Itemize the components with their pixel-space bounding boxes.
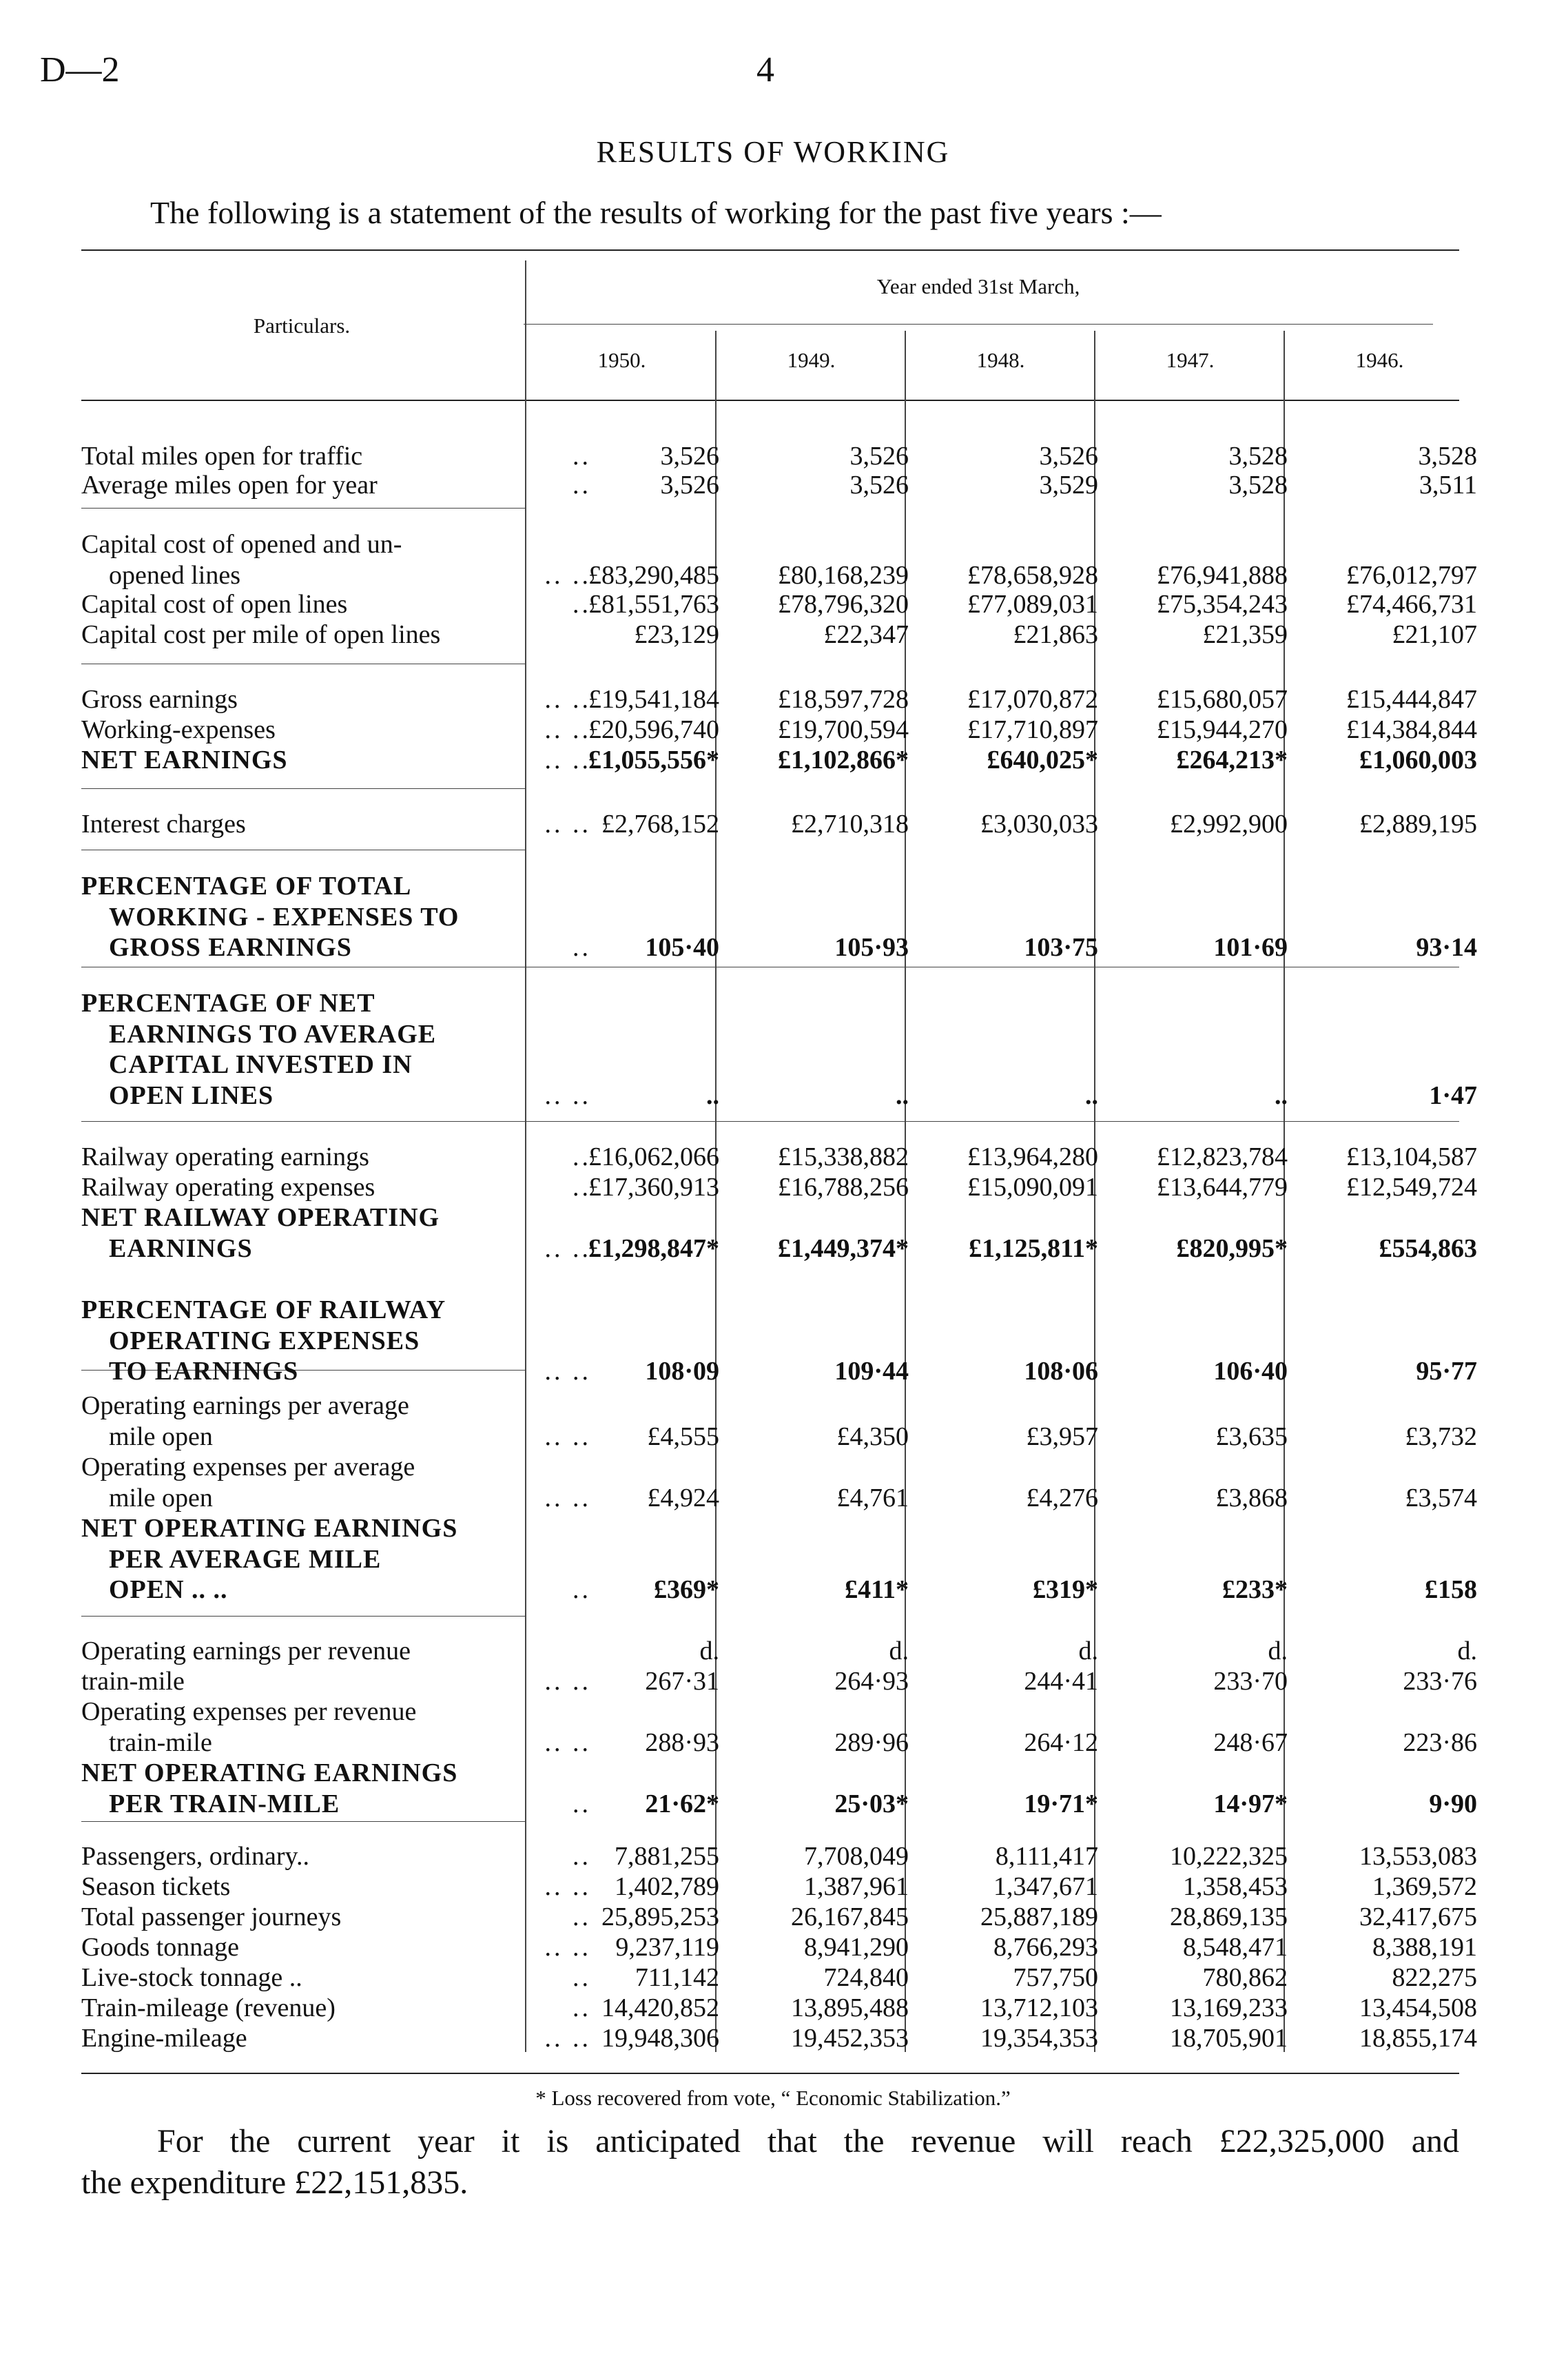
group-divider — [81, 1821, 525, 1822]
row-label-line — [81, 988, 1459, 1018]
cell-value-1949: £1,102,866* — [778, 746, 909, 774]
leader-dots: .. — [573, 442, 591, 471]
cell-value-1948: £78,658,928 — [967, 560, 1098, 590]
cell-value-1948: £640,025* — [987, 746, 1098, 774]
cell-value-1948: £3,957 — [1026, 1422, 1098, 1451]
row-label-line — [81, 902, 1459, 932]
cell-value-1947: 3,528 — [1228, 442, 1288, 471]
cell-value-1948: 244·41 — [1024, 1667, 1098, 1696]
cell-value-1950: £2,768,152 — [601, 810, 719, 839]
table-row — [81, 1962, 1477, 1993]
closing-paragraph — [81, 2121, 1459, 2204]
cell-value-1947: 10,222,325 — [1170, 1842, 1288, 1871]
cell-value-1947: 13,169,233 — [1170, 1993, 1288, 2022]
cell-value-1948: 264·12 — [1024, 1727, 1098, 1757]
cell-value-1948: 8,766,293 — [993, 1933, 1098, 1962]
table-row — [81, 470, 1477, 500]
leader-dots: .. — [573, 1963, 591, 1992]
row-label-line — [81, 1202, 1459, 1233]
row-label: Season tickets — [81, 1872, 231, 1901]
cell-value-1948: £319* — [1033, 1575, 1098, 1604]
row-label: Railway operating earnings — [81, 1142, 369, 1171]
row-label: Working-expenses — [81, 715, 276, 744]
cell-value-1950: .. — [706, 1080, 719, 1110]
cell-value-1949: 3,526 — [849, 442, 909, 471]
leader-dots: .. .. — [544, 1727, 591, 1757]
cell-value-1950: £4,555 — [647, 1422, 719, 1451]
row-label: Gross earnings — [81, 685, 238, 714]
row-label-line — [81, 1452, 1459, 1482]
cell-value-1950: 21·62* — [645, 1789, 719, 1818]
intro-text: The following is a statement of the results of working for the past five years :— — [150, 195, 1162, 230]
cell-value-1948: £3,030,033 — [980, 810, 1098, 839]
row-label: opened lines — [109, 560, 241, 590]
cell-value-1950: 711,142 — [635, 1963, 719, 1992]
cell-value-1948: 25,887,189 — [980, 1902, 1098, 1931]
row-label: mile open — [109, 1422, 213, 1451]
cell-value-1947: 3,528 — [1228, 471, 1288, 500]
cell-value-1948: £17,070,872 — [967, 685, 1098, 714]
row-label: Average miles open for year — [81, 471, 378, 500]
table-row — [81, 1841, 1477, 1871]
cell-value-1949: 3,526 — [849, 471, 909, 500]
row-label: NET RAILWAY OPERATING — [81, 1203, 440, 1232]
table-row — [81, 441, 1477, 471]
group-divider — [81, 508, 525, 509]
leader-dots: .. — [573, 590, 591, 619]
cell-value-1947: £820,995* — [1176, 1233, 1288, 1263]
cell-value-1950: £1,298,847* — [588, 1233, 719, 1263]
row-label: Operating earnings per average — [81, 1391, 409, 1420]
cell-value-1950: 7,881,255 — [615, 1842, 719, 1871]
cell-value-1948: £15,090,091 — [967, 1173, 1098, 1202]
row-label: GROSS EARNINGS — [109, 933, 352, 962]
cell-value-1948: 757,750 — [1013, 1963, 1098, 1992]
row-label-line — [81, 1295, 1459, 1325]
cell-value-1948: 103·75 — [1024, 933, 1098, 962]
leader-dots: .. .. — [544, 1933, 591, 1962]
group-divider — [81, 1121, 1459, 1122]
table-row — [81, 1233, 1477, 1264]
table-row — [81, 1666, 1477, 1696]
table-row — [81, 589, 1477, 619]
leader-dots: .. .. — [544, 560, 591, 590]
row-label: Engine-mileage — [81, 2024, 247, 2053]
row-label: train-mile — [81, 1667, 185, 1696]
row-label: TO EARNINGS — [109, 1357, 299, 1386]
row-label: Operating earnings per revenue — [81, 1637, 411, 1665]
table-row — [81, 745, 1477, 775]
cell-value-1947: 18,705,901 — [1170, 2024, 1288, 2053]
row-label: Interest charges — [81, 810, 246, 839]
table-row — [81, 1932, 1477, 1962]
cell-value-1950: £20,596,740 — [588, 715, 719, 744]
cell-value-1947: £15,944,270 — [1157, 715, 1288, 744]
cell-value-1947: £3,868 — [1215, 1483, 1288, 1512]
row-label: Train-mileage (revenue) — [81, 1993, 336, 2022]
cell-value-1949: £15,338,882 — [778, 1142, 909, 1171]
row-label: PERCENTAGE OF NET — [81, 989, 375, 1018]
cell-value-1949: 264·93 — [834, 1667, 909, 1696]
cell-value-1946: £3,732 — [1405, 1422, 1477, 1451]
table-row — [81, 1142, 1477, 1172]
row-label: train-mile — [109, 1727, 212, 1757]
group-divider — [81, 788, 525, 789]
table-bottom-rule — [81, 2073, 1459, 2074]
cell-value-1946: 13,553,083 — [1359, 1842, 1477, 1871]
cell-value-1946: £158 — [1425, 1575, 1477, 1604]
cell-value-1947: 28,869,135 — [1170, 1902, 1288, 1931]
table-row — [81, 560, 1477, 591]
cell-value-1948: .. — [1085, 1080, 1098, 1110]
table-row — [81, 619, 1477, 650]
cell-value-1947: £21,359 — [1202, 620, 1288, 649]
cell-value-1950: £16,062,066 — [588, 1142, 719, 1171]
cell-value-1949: 13,895,488 — [791, 1993, 909, 2022]
year-1948-header: 1948. — [976, 348, 1025, 372]
cell-value-1946: 3,511 — [1419, 471, 1477, 500]
row-label: Railway operating expenses — [81, 1173, 375, 1202]
cell-value-1947: 233·70 — [1213, 1667, 1288, 1696]
leader-dots: .. .. — [544, 1667, 591, 1696]
cell-value-1947: £76,941,888 — [1157, 560, 1288, 590]
cell-value-1946: 95·77 — [1416, 1357, 1477, 1386]
header-bottom-rule — [81, 400, 1459, 401]
table-row — [81, 1789, 1477, 1819]
cell-value-1949: 724,840 — [823, 1963, 909, 1992]
row-label: Total passenger journeys — [81, 1902, 342, 1931]
cell-value-1947: 780,862 — [1202, 1963, 1288, 1992]
cell-value-1946: £554,863 — [1379, 1233, 1477, 1263]
cell-value-1946: £3,574 — [1405, 1483, 1477, 1512]
cell-value-1946: 1,369,572 — [1372, 1872, 1477, 1901]
cell-value-1948: £21,863 — [1013, 620, 1098, 649]
leader-dots: .. .. — [544, 810, 591, 839]
cell-value-1950: d. — [699, 1637, 719, 1665]
leader-dots: .. — [573, 1789, 591, 1818]
row-label-line — [81, 1513, 1459, 1543]
row-label: Operating expenses per average — [81, 1453, 415, 1481]
cell-value-1947: £3,635 — [1215, 1422, 1288, 1451]
cell-value-1950: 267·31 — [645, 1667, 719, 1696]
cell-value-1949: £4,761 — [836, 1483, 909, 1512]
cell-value-1948: 19,354,353 — [980, 2024, 1098, 2053]
row-label: NET EARNINGS — [81, 746, 288, 774]
cell-value-1946: £2,889,195 — [1359, 810, 1477, 839]
year-1949-header: 1949. — [787, 348, 836, 372]
cell-value-1949: 109·44 — [834, 1357, 909, 1386]
row-label: NET OPERATING EARNINGS — [81, 1514, 458, 1543]
table-row — [81, 1871, 1477, 1902]
row-label-line — [81, 1326, 1459, 1356]
cell-value-1946: 223·86 — [1403, 1727, 1477, 1757]
cell-value-1947: 8,548,471 — [1183, 1933, 1288, 1962]
cell-value-1948: 8,111,417 — [995, 1842, 1098, 1871]
table-row — [81, 1574, 1477, 1605]
cell-value-1949: £18,597,728 — [778, 685, 909, 714]
cell-value-1946: d. — [1457, 1637, 1477, 1665]
cell-value-1948: d. — [1078, 1637, 1098, 1665]
cell-value-1946: 822,275 — [1392, 1963, 1477, 1992]
leader-dots: .. .. — [544, 2024, 591, 2053]
cell-value-1948: £13,964,280 — [967, 1142, 1098, 1171]
row-label: Live-stock tonnage .. — [81, 1963, 302, 1992]
leader-dots: .. — [573, 1842, 591, 1871]
row-label: NET OPERATING EARNINGS — [81, 1758, 458, 1787]
leader-dots: .. — [573, 1902, 591, 1931]
year-header-rule — [524, 324, 1433, 325]
cell-value-1949: £22,347 — [823, 620, 909, 649]
cell-value-1947: d. — [1268, 1637, 1288, 1665]
row-label: OPEN .. .. — [109, 1575, 228, 1604]
cell-value-1949: 105·93 — [834, 933, 909, 962]
cell-value-1950: 105·40 — [645, 933, 719, 962]
cell-value-1950: £1,055,556* — [588, 746, 719, 774]
cell-value-1946: 1·47 — [1429, 1080, 1477, 1110]
row-label: EARNINGS TO AVERAGE — [109, 1019, 437, 1049]
cell-value-1948: 13,712,103 — [980, 1993, 1098, 2022]
row-label: WORKING - EXPENSES TO — [109, 902, 460, 932]
cell-value-1947: £15,680,057 — [1157, 685, 1288, 714]
group-divider — [81, 1616, 525, 1617]
table-row — [81, 1483, 1477, 1513]
cell-value-1946: £14,384,844 — [1346, 715, 1477, 744]
page-number: 4 — [756, 50, 774, 90]
cell-value-1947: £12,823,784 — [1157, 1142, 1288, 1171]
cell-value-1950: 1,402,789 — [615, 1872, 719, 1901]
row-label-line — [81, 1049, 1459, 1080]
cell-value-1949: £1,449,374* — [778, 1233, 909, 1263]
row-label: PERCENTAGE OF TOTAL — [81, 872, 412, 901]
cell-value-1949: 8,941,290 — [804, 1933, 909, 1962]
cell-value-1949: .. — [896, 1080, 909, 1110]
cell-value-1947: £2,992,900 — [1170, 810, 1288, 839]
cell-value-1947: £264,213* — [1176, 746, 1288, 774]
leader-dots: .. .. — [544, 746, 591, 774]
table-row — [81, 1727, 1477, 1758]
row-label: PER AVERAGE MILE — [109, 1544, 382, 1574]
row-label: PER TRAIN-MILE — [109, 1789, 340, 1818]
row-label: Total miles open for traffic — [81, 442, 363, 471]
year-1950-header: 1950. — [597, 348, 646, 372]
cell-value-1948: 1,347,671 — [993, 1872, 1098, 1901]
cell-value-1946: £15,444,847 — [1346, 685, 1477, 714]
cell-value-1946: 93·14 — [1416, 933, 1477, 962]
cell-value-1950: £4,924 — [647, 1483, 719, 1512]
table-row — [81, 1636, 1477, 1666]
cell-value-1947: 248·67 — [1213, 1727, 1288, 1757]
cell-value-1949: £16,788,256 — [778, 1173, 909, 1202]
cell-value-1949: £411* — [845, 1575, 909, 1604]
row-label-line — [81, 1758, 1459, 1788]
cell-value-1950: 9,237,119 — [615, 1933, 719, 1962]
row-label: mile open — [109, 1483, 213, 1512]
year-1947-header: 1947. — [1166, 348, 1215, 372]
cell-value-1946: 32,417,675 — [1359, 1902, 1477, 1931]
cell-value-1950: £19,541,184 — [588, 685, 719, 714]
cell-value-1946: 9·90 — [1429, 1789, 1477, 1818]
cell-value-1947: .. — [1275, 1080, 1288, 1110]
cell-value-1947: £75,354,243 — [1157, 590, 1288, 619]
cell-value-1948: £77,089,031 — [967, 590, 1098, 619]
cell-value-1948: 108·06 — [1024, 1357, 1098, 1386]
cell-value-1948: £4,276 — [1026, 1483, 1098, 1512]
leader-dots: .. .. — [544, 1080, 591, 1110]
row-label: Capital cost of opened and un- — [81, 530, 402, 559]
year-1946-header: 1946. — [1355, 348, 1404, 372]
row-label: PERCENTAGE OF RAILWAY — [81, 1295, 446, 1324]
cell-value-1950: £83,290,485 — [588, 560, 719, 590]
row-label: Passengers, ordinary.. — [81, 1842, 310, 1871]
cell-value-1947: £13,644,779 — [1157, 1173, 1288, 1202]
leader-dots: .. — [573, 1142, 591, 1171]
cell-value-1949: d. — [889, 1637, 909, 1665]
cell-value-1949: £2,710,318 — [791, 810, 909, 839]
cell-value-1950: 108·09 — [645, 1357, 719, 1386]
leader-dots: .. .. — [544, 1357, 591, 1386]
cell-value-1946: £12,549,724 — [1346, 1173, 1477, 1202]
cell-value-1946: £13,104,587 — [1346, 1142, 1477, 1171]
cell-value-1950: 19,948,306 — [601, 2024, 719, 2053]
row-label: Goods tonnage — [81, 1933, 240, 1962]
table-row — [81, 932, 1477, 963]
footnote: * Loss recovered from vote, “ Economic Stabilization.” — [535, 2086, 1011, 2110]
table-row — [81, 1356, 1477, 1386]
row-label-line — [81, 1696, 1459, 1727]
row-label: Capital cost of open lines — [81, 590, 348, 619]
cell-value-1950: £81,551,763 — [588, 590, 719, 619]
row-label: Operating expenses per revenue — [81, 1697, 417, 1726]
cell-value-1946: 3,528 — [1418, 442, 1477, 471]
table-row — [81, 1902, 1477, 1932]
row-label: OPERATING EXPENSES — [109, 1326, 420, 1355]
cell-value-1948: 3,529 — [1039, 471, 1098, 500]
cell-value-1946: 13,454,508 — [1359, 1993, 1477, 2022]
table-row — [81, 1422, 1477, 1452]
cell-value-1947: 106·40 — [1213, 1357, 1288, 1386]
cell-value-1947: 101·69 — [1213, 933, 1288, 962]
row-label-line — [81, 871, 1459, 901]
leader-dots: .. — [573, 1575, 591, 1604]
cell-value-1950: 14,420,852 — [601, 1993, 719, 2022]
table-row — [81, 1993, 1477, 2023]
cell-value-1946: £76,012,797 — [1346, 560, 1477, 590]
cell-value-1949: £80,168,239 — [778, 560, 909, 590]
cell-value-1947: £233* — [1222, 1575, 1288, 1604]
cell-value-1950: 288·93 — [645, 1727, 719, 1757]
cell-value-1948: 3,526 — [1039, 442, 1098, 471]
cell-value-1950: 3,526 — [660, 471, 719, 500]
cell-value-1948: £1,125,811* — [969, 1233, 1098, 1263]
cell-value-1946: 18,855,174 — [1359, 2024, 1477, 2053]
cell-value-1950: 3,526 — [660, 442, 719, 471]
page-header-code: D—2 — [40, 50, 120, 90]
table-top-rule — [81, 249, 1459, 251]
cell-value-1947: 1,358,453 — [1183, 1872, 1288, 1901]
cell-value-1946: £21,107 — [1392, 620, 1477, 649]
cell-value-1949: 7,708,049 — [804, 1842, 909, 1871]
leader-dots: .. — [573, 1173, 591, 1202]
cell-value-1949: 1,387,961 — [804, 1872, 909, 1901]
row-label: Capital cost per mile of open lines — [81, 620, 441, 649]
particulars-header: Particulars. — [253, 314, 351, 338]
cell-value-1949: £78,796,320 — [778, 590, 909, 619]
closing-line-1: For the current year it is anticipated that the revenue will reach £22,325,000 and — [157, 2123, 1459, 2160]
row-label: OPEN LINES — [109, 1080, 274, 1110]
cell-value-1950: £17,360,913 — [588, 1173, 719, 1202]
leader-dots: .. — [573, 1993, 591, 2022]
leader-dots: .. .. — [544, 1233, 591, 1263]
cell-value-1949: 289·96 — [834, 1727, 909, 1757]
leader-dots: .. .. — [544, 715, 591, 744]
leader-dots: .. — [573, 471, 591, 500]
leader-dots: .. .. — [544, 1872, 591, 1901]
closing-line-2: the expenditure £22,151,835. — [81, 2164, 468, 2201]
cell-value-1949: 26,167,845 — [791, 1902, 909, 1931]
table-row — [81, 684, 1477, 715]
row-label-line — [81, 1019, 1459, 1049]
cell-value-1946: 8,388,191 — [1372, 1933, 1477, 1962]
cell-value-1949: 19,452,353 — [791, 2024, 909, 2053]
year-ended-header: Year ended 31st March, — [876, 274, 1080, 298]
leader-dots: .. .. — [544, 1483, 591, 1512]
cell-value-1947: 14·97* — [1213, 1789, 1288, 1818]
row-label: CAPITAL INVESTED IN — [109, 1050, 413, 1079]
table-row — [81, 1080, 1477, 1111]
row-label: EARNINGS — [109, 1233, 253, 1263]
row-label-line — [81, 1544, 1459, 1574]
leader-dots: .. — [573, 933, 591, 962]
table-row — [81, 1172, 1477, 1202]
cell-value-1950: £23,129 — [634, 620, 719, 649]
cell-value-1949: £4,350 — [836, 1422, 909, 1451]
row-label-line — [81, 529, 1459, 560]
cell-value-1946: £1,060,003 — [1359, 746, 1477, 774]
cell-value-1949: 25·03* — [834, 1789, 909, 1818]
cell-value-1946: £74,466,731 — [1346, 590, 1477, 619]
table-row — [81, 809, 1477, 839]
leader-dots: .. .. — [544, 1422, 591, 1451]
leader-dots: .. .. — [544, 685, 591, 714]
cell-value-1950: 25,895,253 — [601, 1902, 719, 1931]
table-row — [81, 2023, 1477, 2053]
row-label-line — [81, 1391, 1459, 1421]
page-title: RESULTS OF WORKING — [596, 135, 950, 169]
table-row — [81, 715, 1477, 745]
cell-value-1949: £19,700,594 — [778, 715, 909, 744]
cell-value-1948: £17,710,897 — [967, 715, 1098, 744]
cell-value-1948: 19·71* — [1024, 1789, 1098, 1818]
cell-value-1950: £369* — [654, 1575, 719, 1604]
cell-value-1946: 233·76 — [1403, 1667, 1477, 1696]
